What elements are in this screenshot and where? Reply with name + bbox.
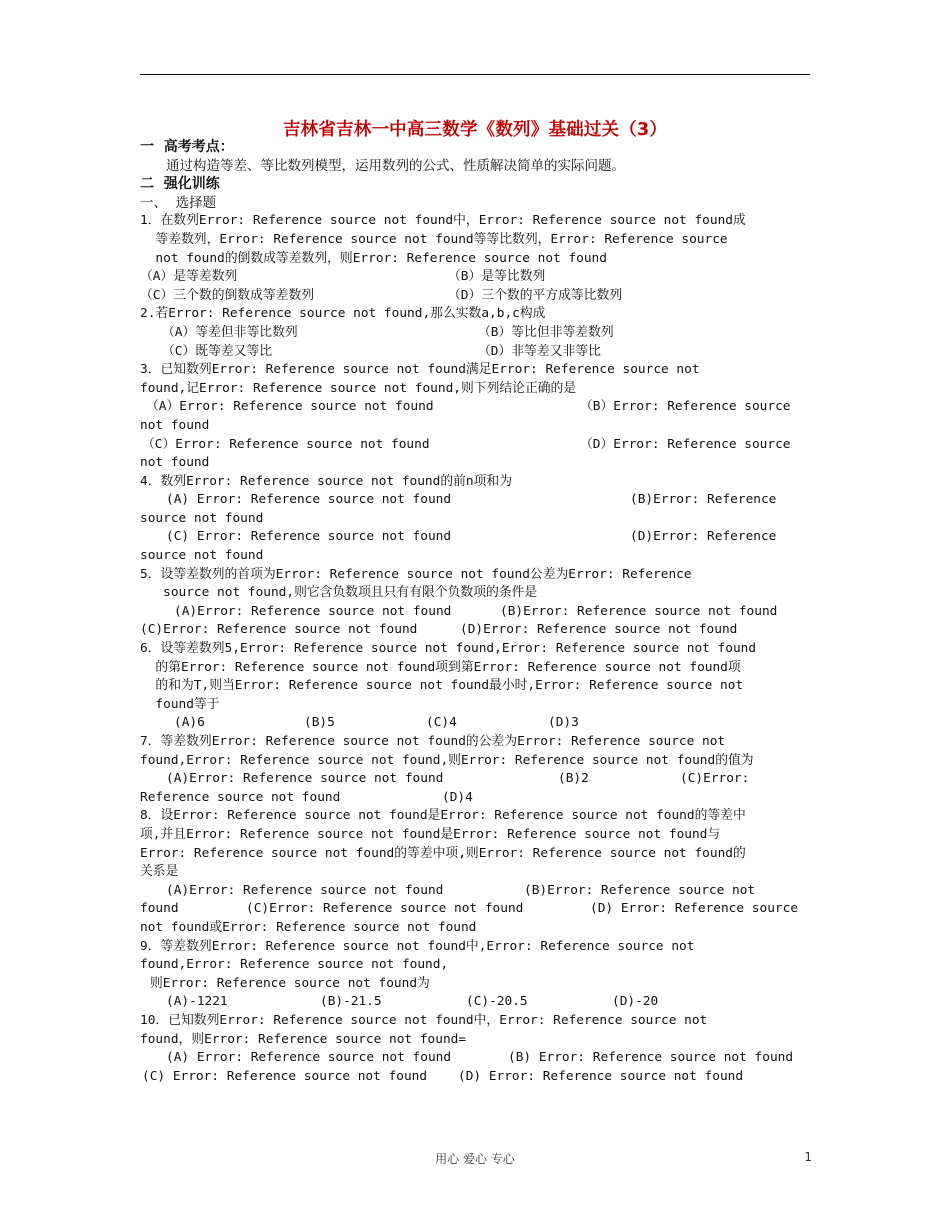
- option-d: （D）非等差又非等比: [478, 343, 601, 359]
- option-d: (D) Error: Reference source not found: [458, 1068, 744, 1084]
- document-body: [140, 138, 812, 1086]
- option-a: (A) Error: Reference source not found: [166, 492, 452, 508]
- answer-row: [140, 789, 812, 808]
- question-6-line: 的和为T,则当Error: Reference source not found最小时,Error: Reference source not: [140, 678, 744, 694]
- question-3-line: 3．已知数列Error: Reference source not found满足Error: Reference source not: [140, 362, 700, 378]
- question-9-line: found,Error: Reference source not found,: [140, 957, 449, 973]
- option-b: (B)-21.5: [320, 994, 382, 1010]
- option-a: (A)Error: Reference source not found: [166, 771, 444, 787]
- option-a: （A）是等差数列: [140, 269, 238, 285]
- option-wrap: source not found: [140, 548, 264, 564]
- answer-row: [140, 993, 812, 1012]
- answer-row: [140, 621, 812, 640]
- question-6-line: found等于: [140, 696, 220, 712]
- option-b-wrap: found: [140, 901, 179, 917]
- option-d: (D)Error: Reference: [630, 529, 777, 545]
- option-b: （B）是等比数列: [448, 269, 546, 285]
- option-b: (B)2: [558, 771, 589, 787]
- answer-row: [140, 714, 812, 733]
- option-a: (A)Error: Reference source not found: [166, 882, 444, 898]
- option-d: (D) Error: Reference source: [590, 901, 799, 917]
- option-a: (A)6: [174, 715, 205, 731]
- option-d: (D)3: [548, 715, 579, 731]
- option-a: (A)Error: Reference source not found: [174, 603, 452, 619]
- question-1-line: not found的倒数成等差数列，则Error: Reference source not found: [140, 250, 607, 266]
- option-c: （C）三个数的倒数成等差数列: [140, 287, 315, 303]
- option-wrap: source not found: [140, 510, 264, 526]
- option-a: (A)-1221: [166, 994, 228, 1010]
- option-c: (C) Error: Reference source not found: [142, 1068, 428, 1084]
- answer-row: [140, 398, 812, 417]
- section-heading-kaodian: 一 高考考点：: [140, 139, 234, 155]
- option-b: （B）Error: Reference source: [580, 399, 791, 415]
- section-heading-choice: 一、 选择题: [140, 194, 217, 211]
- question-2-line: 2.若Error: Reference source not found,那么实数a,b,c构成: [140, 306, 546, 322]
- option-wrap: not found: [140, 417, 210, 433]
- question-10-line: found，则Error: Reference source not found=: [140, 1031, 467, 1047]
- answer-row: [140, 436, 812, 455]
- option-b: (B) Error: Reference source not found: [508, 1050, 794, 1066]
- answer-row: [140, 603, 812, 622]
- section-heading-training: 二 强化训练: [140, 176, 220, 193]
- option-a: (A) Error: Reference source not found: [166, 1050, 452, 1066]
- option-c: (C)-20.5: [466, 994, 528, 1010]
- answer-row: [140, 324, 812, 343]
- option-c-wrap: Reference source not found: [140, 789, 341, 805]
- option-wrap: not found: [140, 455, 210, 471]
- answer-row: [140, 1068, 812, 1087]
- question-8-line: 项,并且Error: Reference source not found是Error: Reference source not found与: [140, 826, 721, 842]
- option-c: (C)Error: Reference source not found: [246, 901, 524, 917]
- option-c: (C)Error:: [680, 771, 750, 787]
- option-b: (B)Error: Reference source not: [524, 882, 756, 898]
- question-8-line: 关系是: [140, 864, 179, 880]
- option-c: (C)Error: Reference source not found: [140, 622, 418, 638]
- option-c: （C）Error: Reference source not found: [142, 436, 430, 452]
- question-1-line: 等差数列，Error: Reference source not found等等比数列，Error: Reference source: [140, 231, 728, 247]
- option-d: (D)4: [442, 789, 473, 805]
- option-a: （A）等差但非等比数列: [162, 324, 298, 340]
- option-b: (B)Error: Reference: [630, 492, 777, 508]
- answer-row: [140, 268, 812, 287]
- section-text-kaodian: 通过构造等差、等比数列模型，运用数列的公式、性质解决简单的实际问题。: [166, 157, 625, 174]
- question-8-line: Error: Reference source not found的等差中项,则Error: Reference source not found的: [140, 845, 746, 861]
- option-b: (B)Error: Reference source not found: [500, 603, 778, 619]
- page-title: 吉林省吉林一中高三数学《数列》基础过关（3）: [282, 120, 668, 140]
- answer-row: [140, 287, 812, 306]
- answer-row: [140, 528, 812, 547]
- answer-row: [140, 343, 812, 362]
- question-5-line: 5．设等差数列的首项为Error: Reference source not found公差为Error: Reference: [140, 566, 692, 582]
- question-7-line: found,Error: Reference source not found,则Error: Reference source not found的值为: [140, 752, 754, 768]
- answer-row: [140, 882, 812, 901]
- header-rule: [140, 74, 810, 75]
- option-wrap: not found或Error: Reference source not found: [140, 919, 477, 935]
- question-4-line: 4．数列Error: Reference source not found的前n项和为: [140, 473, 513, 489]
- answer-row: [140, 900, 812, 919]
- question-10-line: 10．已知数列Error: Reference source not found中，Error: Reference source not: [140, 1012, 708, 1028]
- option-a: （A）Error: Reference source not found: [146, 399, 434, 415]
- option-b: (B)5: [304, 715, 335, 731]
- option-c: （C）既等差又等比: [162, 343, 273, 359]
- option-c: (C) Error: Reference source not found: [166, 529, 452, 545]
- option-c: (C)4: [426, 715, 457, 731]
- answer-row: [140, 1049, 812, 1068]
- option-d: （D）Error: Reference source: [580, 436, 791, 452]
- footer-text: 用心 爱心 专心: [435, 1152, 515, 1166]
- option-b: （B）等比但非等差数列: [478, 324, 614, 340]
- question-9-line: 9．等差数列Error: Reference source not found中,Error: Reference source not: [140, 938, 695, 954]
- question-6-line: 的第Error: Reference source not found项到第Error: Reference source not found项: [140, 659, 741, 675]
- question-3-line: found,记Error: Reference source not found,则下列结论正确的是: [140, 380, 577, 396]
- option-d: (D)-20: [612, 994, 659, 1010]
- option-d: (D)Error: Reference source not found: [460, 622, 738, 638]
- answer-row: [140, 770, 812, 789]
- page-number: 1: [804, 1150, 812, 1164]
- question-6-line: 6．设等差数列5,Error: Reference source not found,Error: Reference source not found: [140, 641, 757, 657]
- question-7-line: 7．等差数列Error: Reference source not found的公差为Error: Reference source not: [140, 734, 726, 749]
- answer-row: [140, 491, 812, 510]
- question-8-line: 8．设Error: Reference source not found是Error: Reference source not found的等差中: [140, 808, 746, 824]
- option-d: （D）三个数的平方成等比数列: [448, 287, 623, 303]
- question-1-line: 1．在数列Error: Reference source not found中，Error: Reference source not found成: [140, 213, 746, 229]
- question-9-line: 则Error: Reference source not found为: [150, 975, 430, 991]
- question-5-line: source not found,则它含负数项且只有有限个负数项的条件是: [140, 585, 538, 601]
